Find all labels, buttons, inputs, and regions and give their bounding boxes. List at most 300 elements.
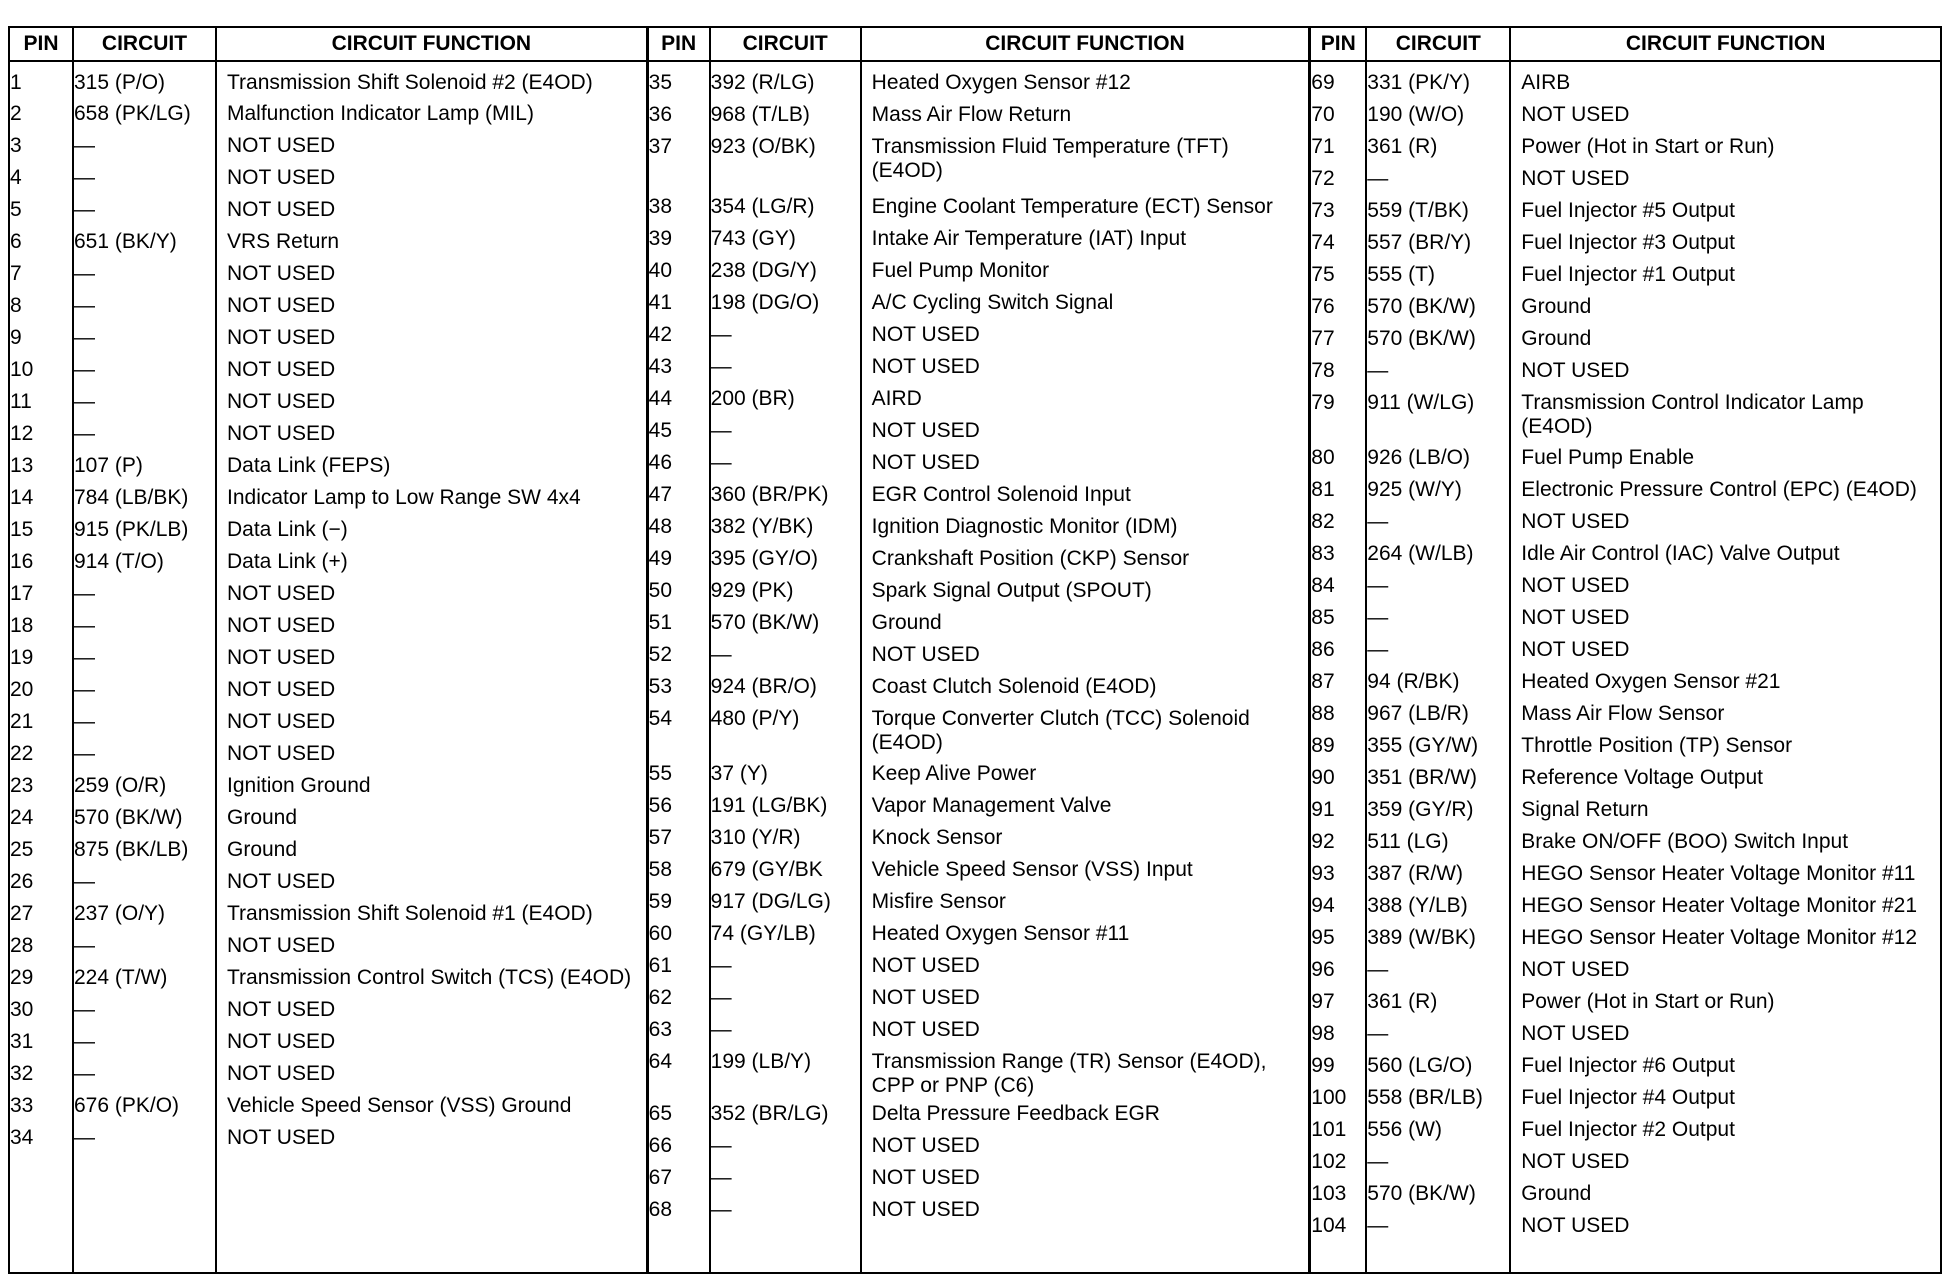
pin-cell: 97	[1311, 990, 1335, 1013]
circuit-cell: 382 (Y/BK)	[710, 515, 814, 538]
function-cell: A/C Cycling Switch Signal	[871, 291, 1114, 314]
pin-cell: 104	[1311, 1214, 1347, 1237]
function-cell: NOT USED	[1521, 359, 1630, 382]
circuit-cell: 923 (O/BK)	[710, 135, 816, 158]
function-cell: NOT USED	[1521, 103, 1630, 126]
circuit-cell: —	[74, 294, 95, 317]
circuit-cell: —	[1367, 606, 1389, 629]
circuit-cell: 651 (BK/Y)	[74, 230, 177, 253]
pin-cell: 52	[648, 643, 673, 666]
function-cell: Data Link (−)	[227, 518, 348, 541]
function-cell: NOT USED	[227, 710, 336, 733]
circuit-cell: —	[74, 358, 95, 381]
circuit-cell: 200 (BR)	[710, 387, 795, 410]
circuit-cell: 392 (R/LG)	[710, 71, 815, 94]
pin-table	[8, 26, 1942, 1274]
circuit-cell: 570 (BK/W)	[710, 611, 820, 634]
circuit-cell: 354 (LG/R)	[710, 195, 815, 218]
circuit-cell: 361 (R)	[1367, 990, 1438, 1013]
circuit-cell: —	[710, 1198, 732, 1221]
pin-cell: 84	[1311, 574, 1335, 597]
function-cell: NOT USED	[227, 262, 336, 285]
circuit-cell: —	[74, 134, 95, 157]
circuit-cell: 387 (R/W)	[1367, 862, 1463, 885]
circuit-cell: 190 (W/O)	[1367, 103, 1465, 126]
circuit-cell: —	[74, 870, 95, 893]
pin-cell: 82	[1311, 510, 1335, 533]
function-cell: NOT USED	[227, 134, 336, 157]
pin-cell: 67	[648, 1166, 673, 1189]
circuit-cell: —	[1367, 1214, 1389, 1237]
circuit-cell: 558 (BR/LB)	[1367, 1086, 1483, 1109]
function-cell: Malfunction Indicator Lamp (MIL)	[227, 102, 534, 125]
function-cell: Power (Hot in Start or Run)	[1521, 135, 1775, 158]
header-row	[1311, 28, 1940, 62]
circuit-cell: 570 (BK/W)	[1367, 327, 1476, 350]
function-cell: Vapor Management Valve	[871, 794, 1112, 817]
pin-header: PIN	[1320, 32, 1356, 55]
circuit-cell: 199 (LB/Y)	[710, 1050, 812, 1073]
pin-cell: 10	[10, 358, 34, 381]
circuit-cell: —	[1367, 167, 1389, 190]
circuit-cell: 224 (T/W)	[74, 966, 168, 989]
function-cell: Transmission Fluid Temperature (TFT) (E4OD)	[871, 135, 1229, 182]
circuit-cell: —	[1367, 958, 1389, 981]
circuit-cell: 359 (GY/R)	[1367, 798, 1474, 821]
function-cell: Ground	[1521, 1182, 1592, 1205]
pin-cell: 60	[648, 922, 673, 945]
function-cell: NOT USED	[1521, 1214, 1630, 1237]
pin-cell: 96	[1311, 958, 1335, 981]
pin-cell: 11	[10, 390, 32, 413]
pin-cell: 101	[1311, 1118, 1347, 1141]
circuit-cell: —	[74, 326, 95, 349]
function-cell: Electronic Pressure Control (EPC) (E4OD)	[1521, 478, 1917, 501]
function-cell: NOT USED	[1521, 167, 1630, 190]
pin-cell: 61	[648, 954, 673, 977]
pin-cell: 81	[1311, 478, 1335, 501]
function-cell: HEGO Sensor Heater Voltage Monitor #11	[1521, 862, 1916, 885]
pin-cell: 50	[648, 579, 673, 602]
function-cell: NOT USED	[227, 646, 336, 669]
pin-cell: 20	[10, 678, 34, 701]
circuit-cell: 929 (PK)	[710, 579, 794, 602]
circuit-cell: 259 (O/R)	[74, 774, 167, 797]
circuit-cell: 237 (O/Y)	[74, 902, 166, 925]
function-cell: NOT USED	[227, 678, 336, 701]
pin-cell: 69	[1311, 71, 1335, 94]
function-cell: Signal Return	[1521, 798, 1649, 821]
pin-cell: 14	[10, 486, 34, 509]
function-cell: Delta Pressure Feedback EGR	[871, 1102, 1160, 1125]
function-cell: NOT USED	[871, 451, 980, 474]
function-cell: Vehicle Speed Sensor (VSS) Ground	[227, 1094, 572, 1117]
circuit-column	[72, 62, 215, 1272]
circuit-cell: 355 (GY/W)	[1367, 734, 1479, 757]
circuit-cell: —	[710, 451, 732, 474]
function-cell: EGR Control Solenoid Input	[871, 483, 1131, 506]
pin-cell: 54	[648, 707, 673, 730]
function-cell: Mass Air Flow Return	[871, 103, 1072, 126]
function-cell: Ground	[1521, 295, 1592, 318]
function-cell: NOT USED	[227, 1126, 336, 1149]
circuit-cell: —	[74, 646, 95, 669]
function-cell: NOT USED	[227, 1030, 336, 1053]
circuit-cell: —	[710, 323, 732, 346]
pin-cell: 23	[10, 774, 34, 797]
circuit-cell: 924 (BR/O)	[710, 675, 817, 698]
pin-cell: 42	[648, 323, 673, 346]
pin-cell: 57	[648, 826, 673, 849]
pin-cell: 9	[10, 326, 22, 349]
pin-cell: 37	[648, 135, 673, 158]
circuit-cell: —	[1367, 638, 1389, 661]
pin-header: PIN	[661, 32, 697, 55]
pin-cell: 71	[1311, 135, 1335, 158]
circuit-cell: 94 (R/BK)	[1367, 670, 1460, 693]
function-cell: Knock Sensor	[871, 826, 1003, 849]
circuit-cell: —	[74, 582, 95, 605]
column-group-3	[1308, 28, 1940, 1272]
pin-cell: 40	[648, 259, 673, 282]
function-cell: Fuel Injector #4 Output	[1521, 1086, 1735, 1109]
pin-cell: 80	[1311, 446, 1335, 469]
pin-cell: 22	[10, 742, 34, 765]
pin-cell: 2	[10, 102, 22, 125]
function-cell: NOT USED	[1521, 574, 1630, 597]
function-cell: Data Link (+)	[227, 550, 348, 573]
function-cell: Throttle Position (TP) Sensor	[1521, 734, 1793, 757]
circuit-cell: 351 (BR/W)	[1367, 766, 1477, 789]
pin-cell: 21	[10, 710, 34, 733]
circuit-cell: 310 (Y/R)	[710, 826, 801, 849]
function-cell: VRS Return	[227, 230, 340, 253]
pin-cell: 90	[1311, 766, 1335, 789]
pin-cell: 98	[1311, 1022, 1335, 1045]
pin-cell: 79	[1311, 391, 1335, 414]
circuit-cell: —	[710, 1018, 732, 1041]
circuit-cell: 560 (LG/O)	[1367, 1054, 1473, 1077]
function-cell: NOT USED	[227, 198, 336, 221]
circuit-cell: —	[1367, 510, 1389, 533]
pin-cell: 30	[10, 998, 34, 1021]
pin-cell: 39	[648, 227, 673, 250]
function-cell: Torque Converter Clutch (TCC) Solenoid (E4OD)	[871, 707, 1250, 754]
pin-cell: 28	[10, 934, 34, 957]
pin-cell: 31	[10, 1030, 34, 1053]
pin-cell: 94	[1311, 894, 1335, 917]
pin-cell: 26	[10, 870, 34, 893]
pin-cell: 95	[1311, 926, 1335, 949]
pin-cell: 12	[10, 422, 34, 445]
function-cell: Transmission Shift Solenoid #1 (E4OD)	[227, 902, 593, 925]
function-header: CIRCUIT FUNCTION	[860, 28, 1309, 60]
function-column	[860, 62, 1309, 1272]
circuit-cell: 743 (GY)	[710, 227, 796, 250]
pin-cell: 62	[648, 986, 673, 1009]
circuit-cell: 74 (GY/LB)	[710, 922, 816, 945]
function-cell: Vehicle Speed Sensor (VSS) Input	[871, 858, 1193, 881]
function-cell: NOT USED	[227, 422, 336, 445]
function-cell: Fuel Injector #1 Output	[1521, 263, 1735, 286]
function-cell: Transmission Control Switch (TCS) (E4OD)	[227, 966, 632, 989]
circuit-cell: 264 (W/LB)	[1367, 542, 1474, 565]
circuit-header: CIRCUIT	[709, 28, 860, 60]
function-column	[215, 62, 646, 1272]
function-cell: AIRD	[871, 387, 922, 410]
pin-cell: 86	[1311, 638, 1335, 661]
circuit-cell: 361 (R)	[1367, 135, 1438, 158]
pin-header: PIN	[23, 32, 59, 55]
function-cell: Coast Clutch Solenoid (E4OD)	[871, 675, 1157, 698]
pin-cell: 1	[10, 71, 22, 94]
function-cell: NOT USED	[1521, 606, 1630, 629]
pin-column	[1311, 62, 1365, 1272]
pin-cell: 6	[10, 230, 22, 253]
pin-cell: 13	[10, 454, 34, 477]
circuit-cell: —	[710, 954, 732, 977]
pin-cell: 88	[1311, 702, 1335, 725]
function-cell: AIRB	[1521, 71, 1571, 94]
function-cell: Ground	[227, 838, 298, 861]
circuit-cell: —	[1367, 1022, 1389, 1045]
pin-cell: 87	[1311, 670, 1335, 693]
circuit-header: CIRCUIT	[1365, 28, 1509, 60]
function-cell: NOT USED	[871, 986, 980, 1009]
pin-cell: 3	[10, 134, 22, 157]
function-cell: NOT USED	[227, 582, 336, 605]
circuit-cell: —	[710, 1166, 732, 1189]
function-cell: Power (Hot in Start or Run)	[1521, 990, 1775, 1013]
circuit-cell: 925 (W/Y)	[1367, 478, 1462, 501]
pin-cell: 33	[10, 1094, 34, 1117]
circuit-cell: 315 (P/O)	[74, 71, 166, 94]
circuit-header: CIRCUIT	[72, 28, 215, 60]
function-cell: Ground	[871, 611, 942, 634]
circuit-cell: 914 (T/O)	[74, 550, 164, 573]
circuit-cell: —	[74, 390, 95, 413]
header-row	[649, 28, 1309, 62]
pin-cell: 34	[10, 1126, 34, 1149]
function-cell: Indicator Lamp to Low Range SW 4x4	[227, 486, 581, 509]
circuit-cell: 198 (DG/O)	[710, 291, 820, 314]
pin-cell: 47	[648, 483, 673, 506]
function-cell: Idle Air Control (IAC) Valve Output	[1521, 542, 1840, 565]
function-cell: Mass Air Flow Sensor	[1521, 702, 1725, 725]
pin-cell: 35	[648, 71, 673, 94]
function-cell: NOT USED	[1521, 1150, 1630, 1173]
pin-cell: 89	[1311, 734, 1335, 757]
function-cell: NOT USED	[871, 1198, 980, 1221]
pin-cell: 73	[1311, 199, 1335, 222]
pin-cell: 27	[10, 902, 34, 925]
function-cell: HEGO Sensor Heater Voltage Monitor #12	[1521, 926, 1918, 949]
header-row	[10, 28, 646, 62]
function-cell: Engine Coolant Temperature (ECT) Sensor	[871, 195, 1273, 218]
circuit-cell: —	[710, 643, 732, 666]
function-header: CIRCUIT FUNCTION	[215, 28, 646, 60]
function-cell: Ground	[227, 806, 298, 829]
circuit-cell: —	[74, 1126, 95, 1149]
pin-cell: 77	[1311, 327, 1335, 350]
pin-cell: 16	[10, 550, 34, 573]
pin-cell: 53	[648, 675, 673, 698]
pin-cell: 17	[10, 582, 34, 605]
function-cell: NOT USED	[227, 326, 336, 349]
circuit-cell: 875 (BK/LB)	[74, 838, 189, 861]
function-cell: NOT USED	[227, 742, 336, 765]
function-cell: NOT USED	[227, 614, 336, 637]
pin-cell: 24	[10, 806, 34, 829]
pin-column	[10, 62, 72, 1272]
circuit-cell: 352 (BR/LG)	[710, 1102, 829, 1125]
function-cell: Heated Oxygen Sensor #11	[871, 922, 1130, 945]
function-column	[1509, 62, 1940, 1272]
circuit-cell: —	[74, 678, 95, 701]
circuit-cell: —	[74, 166, 95, 189]
function-cell: NOT USED	[227, 166, 336, 189]
circuit-cell: 511 (LG)	[1367, 830, 1449, 853]
pin-cell: 32	[10, 1062, 34, 1085]
pin-cell: 78	[1311, 359, 1335, 382]
circuit-cell: 389 (W/BK)	[1367, 926, 1476, 949]
pin-cell: 46	[648, 451, 673, 474]
pin-cell: 85	[1311, 606, 1335, 629]
pin-cell: 19	[10, 646, 34, 669]
pin-cell: 55	[648, 762, 673, 785]
circuit-cell: 570 (BK/W)	[1367, 1182, 1476, 1205]
pin-cell: 63	[648, 1018, 673, 1041]
pin-cell: 70	[1311, 103, 1335, 126]
pin-cell: 92	[1311, 830, 1335, 853]
circuit-cell: —	[1367, 574, 1389, 597]
circuit-cell: —	[1367, 1150, 1389, 1173]
circuit-cell: —	[74, 1062, 95, 1085]
circuit-cell: 557 (BR/Y)	[1367, 231, 1472, 254]
circuit-cell: 658 (PK/LG)	[74, 102, 191, 125]
function-cell: NOT USED	[871, 355, 980, 378]
pin-column	[649, 62, 709, 1272]
circuit-cell: 191 (LG/BK)	[710, 794, 828, 817]
pin-cell: 68	[648, 1198, 673, 1221]
function-cell: Ignition Ground	[227, 774, 371, 797]
circuit-cell: 967 (LB/R)	[1367, 702, 1469, 725]
circuit-cell: 238 (DG/Y)	[710, 259, 817, 282]
pin-cell: 66	[648, 1134, 673, 1157]
pin-cell: 43	[648, 355, 673, 378]
circuit-cell: —	[710, 355, 732, 378]
pin-cell: 38	[648, 195, 673, 218]
function-cell: NOT USED	[871, 1018, 980, 1041]
function-cell: NOT USED	[1521, 958, 1630, 981]
pin-cell: 74	[1311, 231, 1335, 254]
pin-cell: 76	[1311, 295, 1335, 318]
function-cell: Brake ON/OFF (BOO) Switch Input	[1521, 830, 1849, 853]
pin-cell: 36	[648, 103, 673, 126]
function-cell: NOT USED	[227, 870, 336, 893]
function-cell: Heated Oxygen Sensor #21	[1521, 670, 1781, 693]
circuit-cell: 395 (GY/O)	[710, 547, 819, 570]
pin-cell: 103	[1311, 1182, 1347, 1205]
circuit-cell: —	[74, 934, 95, 957]
function-cell: Fuel Pump Monitor	[871, 259, 1050, 282]
pin-cell: 99	[1311, 1054, 1335, 1077]
pin-cell: 7	[10, 262, 22, 285]
circuit-column	[709, 62, 860, 1272]
function-cell: NOT USED	[1521, 1022, 1630, 1045]
circuit-cell: 676 (PK/O)	[74, 1094, 180, 1117]
circuit-column	[1365, 62, 1509, 1272]
function-cell: Ignition Diagnostic Monitor (IDM)	[871, 515, 1178, 538]
function-cell: NOT USED	[871, 323, 980, 346]
pin-cell: 83	[1311, 542, 1335, 565]
pin-cell: 15	[10, 518, 34, 541]
function-cell: Heated Oxygen Sensor #12	[871, 71, 1131, 94]
function-cell: NOT USED	[1521, 638, 1630, 661]
function-cell: Data Link (FEPS)	[227, 454, 391, 477]
circuit-cell: 331 (PK/Y)	[1367, 71, 1471, 94]
pin-cell: 72	[1311, 167, 1335, 190]
circuit-cell: 968 (T/LB)	[710, 103, 810, 126]
circuit-cell: —	[74, 742, 95, 765]
function-cell: Fuel Injector #5 Output	[1521, 199, 1735, 222]
function-cell: NOT USED	[227, 294, 336, 317]
pin-cell: 59	[648, 890, 673, 913]
function-cell: Reference Voltage Output	[1521, 766, 1763, 789]
function-cell: Transmission Control Indicator Lamp (E4OD)	[1521, 391, 1864, 438]
function-cell: Fuel Injector #3 Output	[1521, 231, 1735, 254]
pin-cell: 91	[1311, 798, 1335, 821]
pin-cell: 65	[648, 1102, 673, 1125]
circuit-cell: 559 (T/BK)	[1367, 199, 1469, 222]
function-cell: NOT USED	[871, 1134, 980, 1157]
circuit-cell: 917 (DG/LG)	[710, 890, 831, 913]
pin-cell: 56	[648, 794, 673, 817]
column-group-1	[10, 28, 646, 1272]
pin-cell: 8	[10, 294, 22, 317]
circuit-cell: 388 (Y/LB)	[1367, 894, 1468, 917]
circuit-cell: 360 (BR/PK)	[710, 483, 829, 506]
function-cell: Misfire Sensor	[871, 890, 1006, 913]
function-cell: Fuel Pump Enable	[1521, 446, 1695, 469]
circuit-cell: —	[710, 986, 732, 1009]
function-cell: NOT USED	[871, 419, 980, 442]
function-cell: NOT USED	[227, 998, 336, 1021]
circuit-cell: —	[74, 614, 95, 637]
circuit-cell: —	[1367, 359, 1389, 382]
function-cell: NOT USED	[227, 934, 336, 957]
column-group-2	[646, 28, 1309, 1272]
pin-cell: 25	[10, 838, 34, 861]
circuit-cell: —	[74, 1030, 95, 1053]
function-cell: Fuel Injector #6 Output	[1521, 1054, 1735, 1077]
circuit-cell: —	[710, 419, 732, 442]
function-cell: Fuel Injector #2 Output	[1521, 1118, 1735, 1141]
circuit-cell: —	[74, 710, 95, 733]
pin-cell: 75	[1311, 263, 1335, 286]
function-cell: Intake Air Temperature (IAT) Input	[871, 227, 1187, 250]
pin-cell: 102	[1311, 1150, 1347, 1173]
function-cell: Transmission Range (TR) Sensor (E4OD), CPP or PNP (C6)	[871, 1050, 1267, 1097]
pin-cell: 41	[648, 291, 673, 314]
circuit-cell: 911 (W/LG)	[1367, 391, 1475, 414]
function-cell: Spark Signal Output (SPOUT)	[871, 579, 1152, 602]
function-header: CIRCUIT FUNCTION	[1509, 28, 1940, 60]
circuit-cell: —	[74, 198, 95, 221]
function-cell: NOT USED	[871, 954, 980, 977]
pin-cell: 4	[10, 166, 22, 189]
function-cell: Transmission Shift Solenoid #2 (E4OD)	[227, 71, 593, 94]
